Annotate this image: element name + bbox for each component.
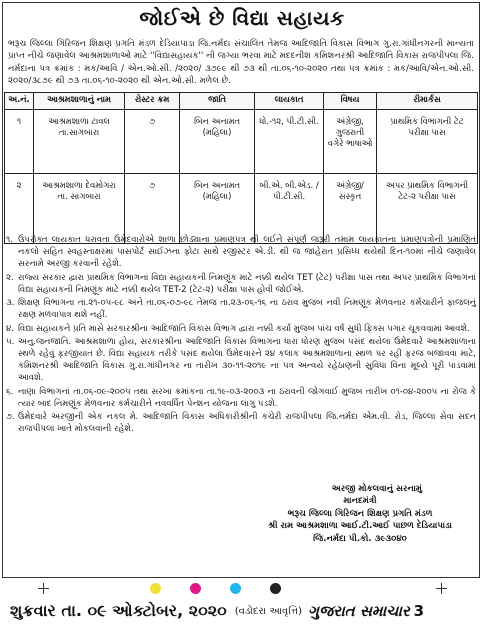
conditions-list xyxy=(6,234,476,437)
table-row xyxy=(5,174,478,244)
condition-text: વિદ્યા સહાયકને પ્રતિ માસે સરકારશ્રીના આદિજાતિ વિકાસ વિભાગ દ્વારા નક્કી કર્યા મુજબ પાંચ વર્ષ સુધી ફિક્સ પગાર ચૂકવવામાં આવશે. xyxy=(18,323,470,334)
condition-text: ઉપરોક્ત લાયકાત ધરાવતા ઉમેદવારોએ શાળા છોડ્યાના પ્રમાણપત્ર થી લઈને સંપૂર્ણ જરૂરી તમામ લાયકાતના પ્રમાણપત્રોની પ્રમાણિત નકલો સહિત સ્વહસ્તાક્ષરમાં પાસપોર્ટ સાઈઝના ફોટા સાથે રજીસ્ટર એ.ડી. થી જ જાહેરાત પ્રસિધ્ધ થયેથી દિન-૧૦માં નીચે જણાવેલ સરનામે અરજી કરવાની રહેશે. xyxy=(18,235,476,269)
condition-number: ૬. xyxy=(6,386,14,397)
table-row xyxy=(5,110,478,174)
header-qualification: લાયકાત xyxy=(255,93,324,110)
registration-cross-icon xyxy=(38,583,49,594)
condition-number: ૨. xyxy=(6,272,14,283)
row-serial: ૨ xyxy=(5,174,34,244)
header-caste: જાતિ xyxy=(180,93,255,110)
row-caste: બિન અનામત (મહિલા) xyxy=(180,110,255,174)
condition-item xyxy=(6,336,476,384)
cyan-dot-icon xyxy=(230,583,241,594)
condition-item xyxy=(6,234,476,270)
table-header-row xyxy=(5,93,478,110)
signature-block xyxy=(250,483,470,545)
yellow-dot-icon xyxy=(150,583,161,594)
condition-text: નાણા વિભાગનાં તા.૦૬-૦૯-૨૦૦૫ તથા સરખા ક્રમાંકના તા.૧૯-૦૩-૨૦૦૩ ના ઠરાવની જોગવાઈ મુજબ તારીખ ૦૧-૦૪-૨૦૦૫ ના રોજ કે ત્યાર બાદ નિમણૂંક મેળવનાર કર્મચારીને નવવર્ધિત પેન્શન યોજના લાગુ પડશે. xyxy=(18,386,476,409)
condition-text: અનુ.જનજાતિ. આશ્રમશાળા હોય, સરકારશ્રીના આદિજાતિ વિકાસ વિભાગના ધારા ધોરણ મુજબ પસંદ થયેલા ઉમેદવારે આશ્રમશાળાના સ્થળે રહેવું ફરજીયાત છે. વિદ્યા સહાયક તરીકે પસંદ થયેલા ઉમેદવારને ૨૪ કલાક આશ્રમશાળાના સ્થળ પર રહી ફરજ બજાવવા માટે, કમિશનરશ્રી આદિજાતિ વિકાસ ગુ.રા.ગાંધીનગર ના તારીખ ૩૦-૧૧-૨૦૧૯ ના પત્ર અન્વયે રહેઠાણની સુવિધા વિના મૂલ્યે પૂરી પાડવામાં આવશે. xyxy=(18,337,476,383)
row-school: આશ્રમશાળા દેવમોગરા તા. સાગબારા xyxy=(34,174,125,244)
organization-address: શ્રી રામ આશ્રમશાળા આઈ.ટી.આઈ પાછળ દેડિયાપાડા xyxy=(268,521,452,532)
intro-paragraph: ભરૂચ જિલ્લા ગિરિજન શિક્ષણ પ્રગતિ મંડળ દેડિયાપાડા જિ.નર્મદા સંચાલિત તેમજ આદિજાતિ વિકાસ વિભાગ ગુ.રા.ગાંધીનગરની માન્યતા પ્રાપ્ત નીચે જણાવેલ આશ્રમશાળાઓ માટે ''વિદ્યાસહાયક'' ની જગ્યા ભરવા માટે મદદનીશ કમિશનરશ્રી આદિજાતિ વિકાસ રાજપીપલા જિ. નર્મદાના પત્ર ક્રમાંક : મક/આવિ / એન.ઓ.સી. /૨૦૨૦/ ૩૭૯૯ થી ૭૩ થી તા.૦૬-૧૦-૨૦૨૦ તથા પત્ર ક્રમાંક : મક/આવિ/એન.ઓ.સી. ૨૦૨૦/૩૮૭૯ થી ૭૩ તા.૦૬-૧૦-૨૦૨૦ થી એન.ઓ.સી. મળેલ છે. xyxy=(8,39,474,87)
condition-text: રાજ્ય સરકાર દ્વારા પ્રાથમિક વિભાગનાં વિદ્યા સહાયકની નિમણૂંક માટે નક્કી થયેલ TET (ટેટ) પરીક્ષા પાસ તથા અપર પ્રાથમિક વિભાગનાં વિદ્યા સહાયકની નિમણૂંક માટે નક્કી થયેલ TET-2 (ટેટ-૨) પરીક્ષા પાસ હોવી જોઈએ. xyxy=(18,272,476,295)
row-remarks: અપર પ્રાથમિક વિભાગની ટેટ-૨ પરીક્ષા પાસ xyxy=(377,174,478,244)
row-qualification: ધો.-૧૨, પી.ટી.સી. xyxy=(255,110,324,174)
row-remarks: પ્રાથમિક વિભાગની ટેટ પરીક્ષા પાસ xyxy=(377,110,478,174)
condition-number: ૩. xyxy=(6,298,15,308)
condition-number: ૭. xyxy=(6,412,15,422)
condition-item xyxy=(6,323,476,335)
magenta-dot-icon xyxy=(190,583,201,594)
page-number: 3 xyxy=(413,602,425,620)
condition-number: ૪. xyxy=(6,323,14,334)
row-subject: અંગ્રેજી, ગુજરાતી વગેરે ભાષાઓ xyxy=(324,110,377,174)
registration-cross-icon xyxy=(436,583,447,594)
condition-item xyxy=(6,386,476,410)
header-roster: રોસ્ટર ક્રમ xyxy=(125,93,180,110)
header-remarks: રીમાર્કસ xyxy=(377,93,478,110)
organization-pincode: જિ.નર્મદા પી.કો. ૩૯૩૦૪૦ xyxy=(313,533,407,544)
address-heading: અરજી મોકલવાનું સરનામું xyxy=(331,484,422,494)
header-serial: અ.નં. xyxy=(5,93,34,110)
condition-number: ૫. xyxy=(6,337,15,347)
newspaper-name: ગુજરાત સમાચાર xyxy=(308,602,410,620)
organization-name: ભરૂચ જિલ્લા ગિરિજન શિક્ષણ પ્રગતિ મંડળ xyxy=(287,508,433,519)
secretary-title: માનદમંત્રી xyxy=(343,496,377,507)
row-qualification: બી.એ. બી.એડ. /પી.ટી.સી. xyxy=(255,174,324,244)
row-school: આશ્રમશાળા ટાવલ તા.સાગબારા xyxy=(34,110,125,174)
row-subject: અંગ્રેજી/ સંસ્કૃત xyxy=(324,174,377,244)
condition-number: ૧. xyxy=(6,235,13,245)
row-roster: ૭ xyxy=(125,174,180,244)
vacancy-table xyxy=(4,92,478,244)
row-serial: ૧ xyxy=(5,110,34,174)
print-registration-marks xyxy=(0,583,484,595)
condition-text: ઉમેદવારે અરજીની એક નકલ મે. આદિજાતિ વિકાસ અધિકારીશ્રીની કચેરી રાજપીપલા જિ.નર્મદા એમ.વી. રોડ, જિલ્લા સેવા સદન રાજપીપલા ખાતે મોકલવાની રહેશે. xyxy=(18,412,476,434)
row-roster: ૭ xyxy=(125,110,180,174)
newspaper-footer xyxy=(10,598,476,624)
edition-label: (વડોદરા આવૃત્તિ) xyxy=(234,605,303,617)
condition-text: શિક્ષણ વિભાગના તા.૨૧-૦૫-૯૮ અને તા.૦૬-૦૭-૯૮ તેમજ તા.૨૩-૦૬-૧૬ ના ઠરાવ મુજબ નવી નિમણૂંક મેળવનાર કર્મચારીને ફાજલનું રક્ષણ મળવાપાત્ર થશે નહીં. xyxy=(18,298,476,320)
condition-item xyxy=(6,297,476,321)
condition-item xyxy=(6,272,476,296)
header-subject: વિષય xyxy=(324,93,377,110)
black-dot-icon xyxy=(270,583,281,594)
condition-item xyxy=(6,411,476,435)
publication-date: શુક્રવાર તા. ૦૯ ઓક્ટોબર, ૨૦૨૦ xyxy=(10,601,227,620)
ad-title: જોઈએ છે વિદ્યા સહાયક xyxy=(139,6,345,30)
header-school: આશ્રમશાળાનું નામ xyxy=(34,93,125,110)
row-caste: બિન અનામત (મહિલા) xyxy=(180,174,255,244)
